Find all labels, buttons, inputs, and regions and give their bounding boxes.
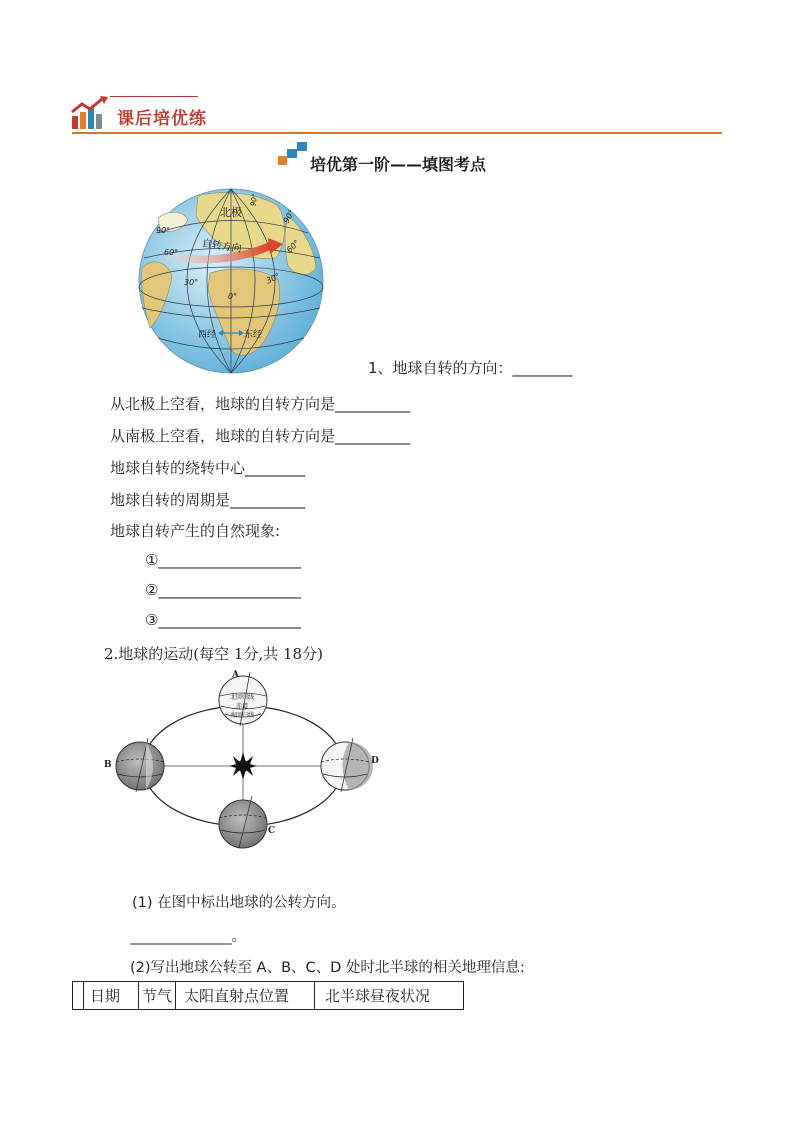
north-pole-label: 北极 <box>220 206 242 219</box>
section-icon <box>278 142 308 166</box>
rotation-globe-figure <box>138 188 324 374</box>
q1-title: 1、地球自转的方向：________ <box>368 359 573 377</box>
q2-part2: (2)写出地球公转至 A、B、C、D 处时北半球的相关地理信息: <box>130 960 525 976</box>
globe-b <box>116 738 164 792</box>
lat-60-left: 60° <box>164 248 179 257</box>
table-header-cell: 节气 <box>139 982 176 1010</box>
table-header-cell: 日期 <box>84 982 139 1010</box>
top-degree-label: 90° <box>249 193 260 207</box>
header-chart-icon <box>70 96 110 130</box>
globe-d <box>321 738 373 792</box>
q1-item-2: ②___________________ <box>145 581 301 599</box>
q1-item-1: ①___________________ <box>145 551 301 569</box>
q2-title: 2.地球的运动(每空 1分,共 18分) <box>104 645 323 663</box>
sun-icon <box>229 752 257 780</box>
orbit-diagram <box>100 668 390 850</box>
lat-30-left: 30° <box>184 278 199 287</box>
lat-90-left: 90° <box>156 226 171 235</box>
orbit-label-c: C <box>268 826 276 836</box>
rotation-label: 自转方向 <box>201 238 243 255</box>
header-divider <box>72 132 722 134</box>
globe-a-text-1: 北回归线 <box>230 694 255 701</box>
header-top-rule <box>110 96 198 97</box>
table-header-row <box>73 982 464 1010</box>
table-header-cell <box>73 982 84 1010</box>
globe-c <box>219 796 267 848</box>
table-header-cell: 太阳直射点位置 <box>176 982 315 1010</box>
orbit-label-d: D <box>371 756 379 766</box>
q2-blank: ______________。 <box>130 929 246 945</box>
lat-60-right: 60° <box>284 238 302 255</box>
lat-0: 0° <box>228 292 238 301</box>
globe-a-text-2: 赤道 <box>236 703 249 710</box>
q1-line-north: 从北极上空看，地球的自转方向是__________ <box>110 395 411 413</box>
orbit-label-a: A <box>232 670 239 680</box>
section-title: 培优第一阶——填图考点 <box>310 155 487 174</box>
info-table <box>72 981 464 1010</box>
table-header-cell: 北半球昼夜状况 <box>315 982 464 1010</box>
lat-30-right: 30° <box>264 271 282 286</box>
q1-line-center: 地球自转的绕转中心________ <box>110 459 306 477</box>
q1-line-phenomena: 地球自转产生的自然现象: <box>110 522 281 540</box>
q1-line-period: 地球自转的周期是__________ <box>110 491 306 509</box>
west-label: 西经 <box>198 330 217 340</box>
q2-part1: (1) 在图中标出地球的公转方向。 <box>132 895 346 911</box>
orbit-label-b: B <box>104 760 112 770</box>
east-label: 东经 <box>244 330 263 340</box>
q1-line-south: 从南极上空看，地球的自转方向是__________ <box>110 427 411 445</box>
globe-a-text-3: 南回归线 <box>230 712 255 719</box>
lat-90-right: 90° <box>281 208 297 225</box>
q1-item-3: ③___________________ <box>145 611 301 629</box>
header-title: 课后培优练 <box>117 109 207 129</box>
